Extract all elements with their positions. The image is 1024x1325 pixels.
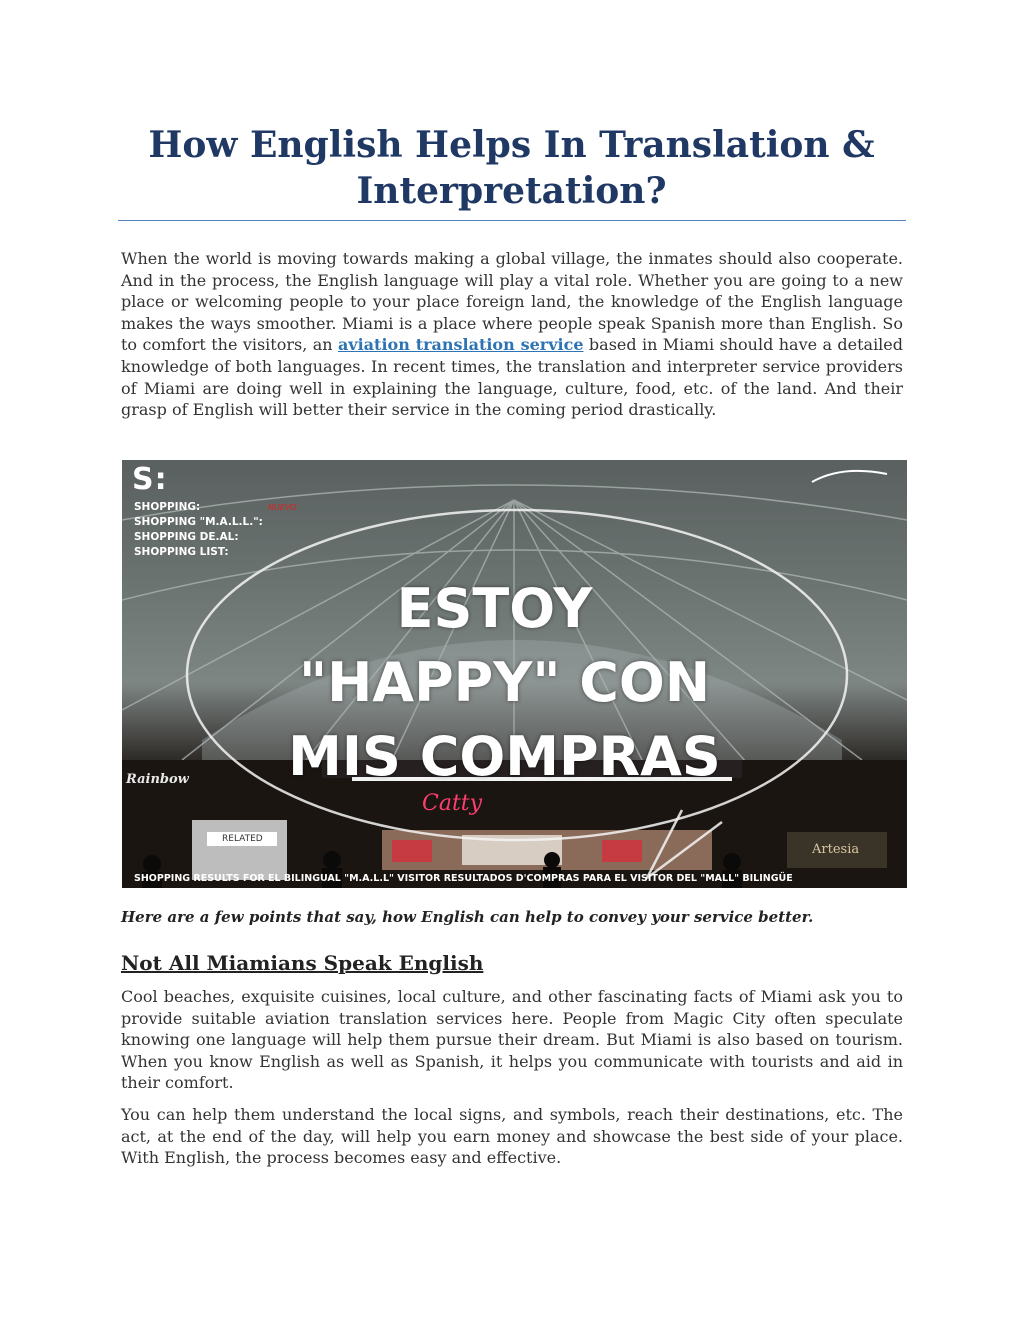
image-caption: Here are a few points that say, how English can help to convey your service better. — [121, 908, 814, 926]
bubble-text — [122, 572, 907, 794]
corner-letter: S: — [132, 462, 168, 497]
related-sign: RELATED — [222, 834, 263, 844]
bubble-line: "HAPPY" CON — [298, 651, 711, 714]
rainbow-sign: Rainbow — [126, 772, 189, 787]
shopping-list — [134, 500, 263, 560]
artesia-sign: Artesia — [812, 842, 860, 857]
aviation-translation-service-link[interactable]: aviation translation service — [337, 335, 584, 355]
shopping-list-item: SHOPPING LIST: — [134, 546, 229, 558]
nuevo-tag: NUEVO — [268, 503, 297, 512]
section-paragraph: Cool beaches, exquisite cuisines, local culture, and other fascinating facts of Miami ask you to provide suitable aviation translation services here. People from Magic City often speculate knowing one language will help them pursue their dream. But Miami is also based on tourism. When you know English as well as Spanish, it helps you communicate with tourists and aid in their comfort. — [121, 987, 903, 1093]
title-divider — [118, 220, 906, 221]
section-paragraph: You can help them understand the local signs, and symbols, reach their destinations, etc. The act, at the end of the day, will help you earn money and showcase the best side of your place. With English, the process becomes easy and effective. — [121, 1105, 903, 1168]
bubble-line: MIS COMPRAS — [288, 725, 721, 788]
section-heading: Not All Miamians Speak English — [121, 951, 484, 975]
intro-text-before: When the world is moving towards making a global village, the inmates should also cooperate. And in the process, the English language will play a vital role. Whether you are going to a new place or welcoming people to your place foreign land, the knowledge of the English language makes the ways smoother. Miami is a place where people speak Spanish more than English. So to comfort the visitors, an — [121, 249, 903, 355]
svg-text:Catty: Catty — [422, 791, 483, 816]
bubble-line: ESTOY — [396, 577, 593, 640]
shopping-list-item: SHOPPING: — [134, 501, 201, 513]
intro-text-after: based in Miami should have a detailed knowledge of both languages. In recent times, the translation and interpreter service providers of Miami are doing well in explaining the language, culture, food, etc. of the land. And their grasp of English will better their service in the coming period drastically. — [121, 335, 904, 420]
page-title: How English Helps In Translation & Interpretation? — [148, 124, 875, 212]
intro-paragraph — [121, 248, 903, 421]
shopping-list-item: SHOPPING "M.A.L.L.": — [134, 516, 263, 528]
mall-photo — [122, 460, 907, 888]
image-footer-text: SHOPPING RESULTS FOR EL BILINGUAL "M.A.L.L" VISITOR RESULTADOS D'COMPRAS PARA EL VISITOR DEL "MALL" BILINGÜE — [134, 873, 793, 884]
shopping-list-item: SHOPPING DE.AL: — [134, 531, 239, 543]
